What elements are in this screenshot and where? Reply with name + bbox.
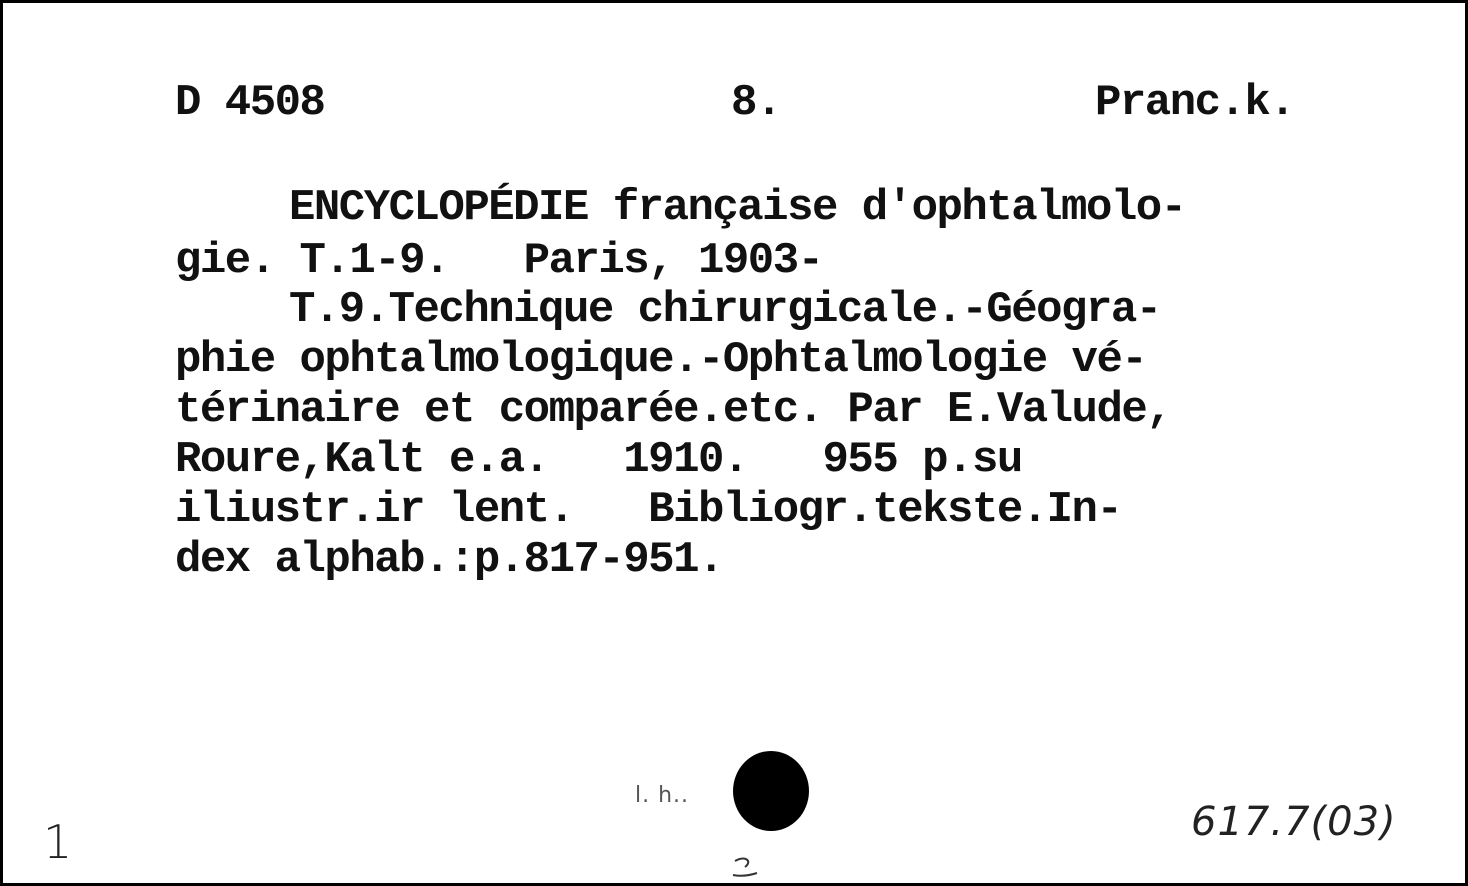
sequence-number: 8. (731, 78, 781, 128)
body-line-1: ENCYCLOPÉDIE française d'ophtalmolo- (289, 183, 1186, 233)
body-line-7: iliustr.ir lent. Bibliogr.tekste.In- (175, 485, 1122, 535)
call-number: D 4508 (175, 78, 325, 128)
body-line-5: térinaire et comparée.etc. Par E.Valude, (175, 385, 1172, 435)
handwritten-left-number: 1 (43, 815, 73, 869)
location-code: Pranc.k. (1095, 78, 1295, 128)
faint-pencil-mark (731, 855, 761, 879)
body-line-4: phie ophtalmologique.-Ophtalmologie vé- (175, 335, 1147, 385)
handwritten-classification: 617.7(03) (1191, 799, 1397, 845)
body-line-6: Roure,Kalt e.a. 1910. 955 p.su (175, 435, 1022, 485)
body-line-2: gie. T.1-9. Paris, 1903- (175, 236, 823, 286)
punch-hole (733, 751, 809, 831)
body-line-8: dex alphab.:p.817-951. (175, 535, 723, 585)
handwritten-center-mark: l. h.. (635, 783, 690, 808)
body-line-3: T.9.Technique chirurgicale.-Géogra- (289, 285, 1161, 335)
